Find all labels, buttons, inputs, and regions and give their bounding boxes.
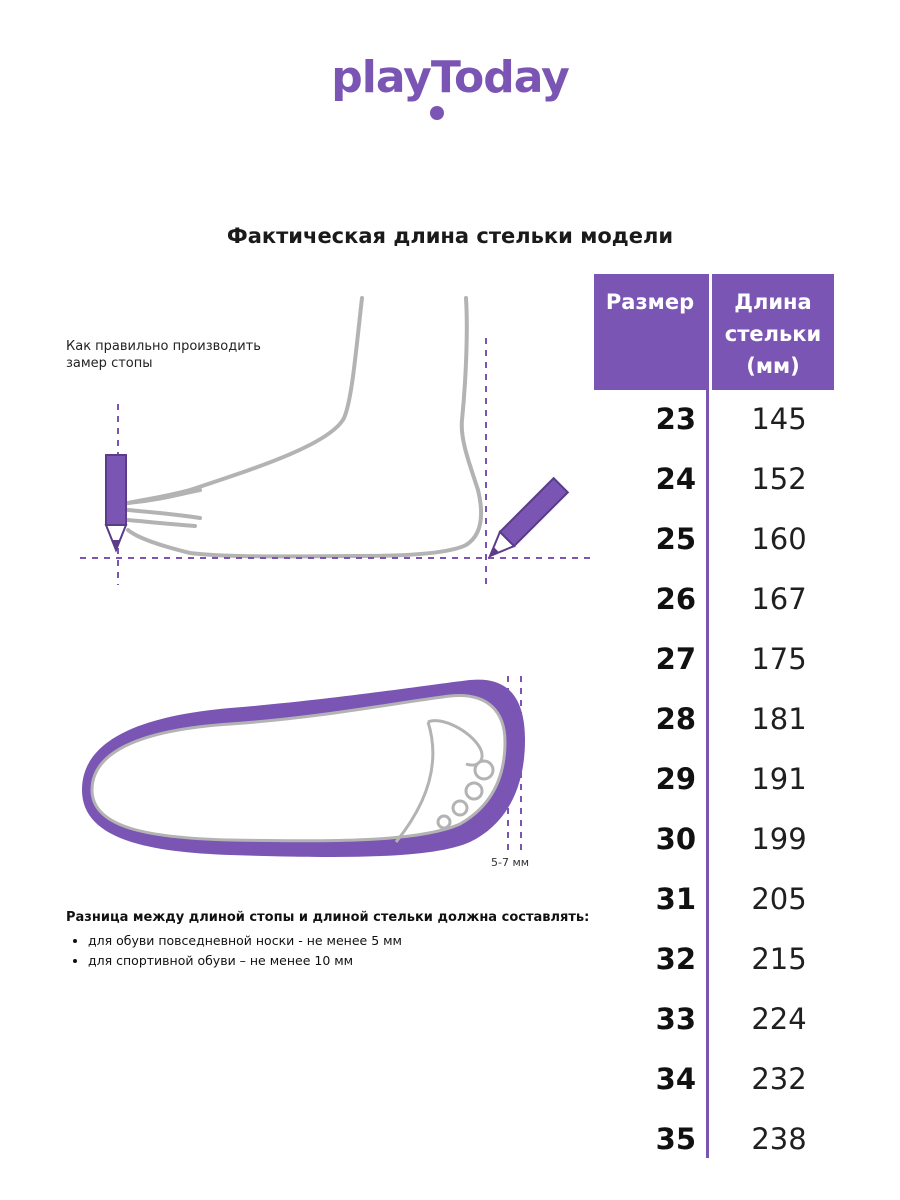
header-length-line-3: (мм): [746, 354, 800, 378]
size-cell: 33: [655, 1002, 696, 1036]
length-cell: 238: [751, 1122, 807, 1156]
difference-title: Разница между длиной стопы и длиной стельки должна составлять:: [66, 910, 590, 925]
table-header-length: [712, 274, 834, 390]
table-row: [594, 932, 854, 992]
table-row: [594, 872, 854, 932]
size-cell: 25: [655, 522, 696, 556]
size-cell: 27: [655, 642, 696, 676]
table-header-size: Размер: [594, 274, 706, 390]
hint-line-1: Как правильно производить: [66, 339, 261, 354]
length-cell: 199: [751, 822, 807, 856]
measure-guides-side: [80, 338, 592, 585]
length-cell: 175: [751, 642, 807, 676]
length-cell: 224: [751, 1002, 807, 1036]
size-cell: 24: [655, 462, 696, 496]
insole-top-view-icon: [82, 680, 525, 857]
pencil-right-icon: [483, 478, 568, 563]
length-cell: 160: [751, 522, 807, 556]
size-cell: 23: [655, 402, 696, 436]
table-row: [594, 512, 854, 572]
size-cell: 28: [655, 702, 696, 736]
difference-note: [66, 910, 589, 971]
length-cell: 232: [751, 1062, 807, 1096]
difference-item: • для обуви повседневной носки - не менее 5 мм: [88, 931, 589, 951]
table-row: [594, 632, 854, 692]
table-row: [594, 1052, 854, 1112]
length-cell: 215: [751, 942, 807, 976]
size-cell: 34: [655, 1062, 696, 1096]
brand-logo: playToday: [331, 52, 569, 103]
page-title: Фактическая длина стельки модели: [226, 224, 674, 248]
table-row: [594, 452, 854, 512]
size-cell: 35: [655, 1122, 696, 1156]
length-cell: 145: [751, 402, 807, 436]
table-row: [594, 692, 854, 752]
table-row: [594, 992, 854, 1052]
size-cell: 32: [655, 942, 696, 976]
table-row: [594, 812, 854, 872]
length-cell: 205: [751, 882, 807, 916]
difference-list: [66, 931, 589, 971]
table-row: [594, 392, 854, 452]
length-cell: 191: [751, 762, 807, 796]
length-cell: 167: [751, 582, 807, 616]
header-length-line-2: стельки: [724, 322, 822, 346]
length-cell: 152: [751, 462, 807, 496]
table-row: [594, 752, 854, 812]
difference-item: • для спортивной обуви – не менее 10 мм: [88, 951, 589, 971]
size-cell: 31: [655, 882, 696, 916]
length-cell: 181: [751, 702, 807, 736]
size-cell: 30: [655, 822, 696, 856]
table-row: [594, 572, 854, 632]
hint-line-2: замер стопы: [66, 356, 153, 371]
size-cell: 26: [655, 582, 696, 616]
foot-side-view-icon: [128, 298, 481, 556]
pencil-left-icon: [106, 455, 126, 550]
size-cell: 29: [655, 762, 696, 796]
header-length-line-1: Длина: [734, 290, 812, 314]
gap-label: 5-7 мм: [491, 856, 530, 869]
table-row: [594, 1112, 854, 1172]
